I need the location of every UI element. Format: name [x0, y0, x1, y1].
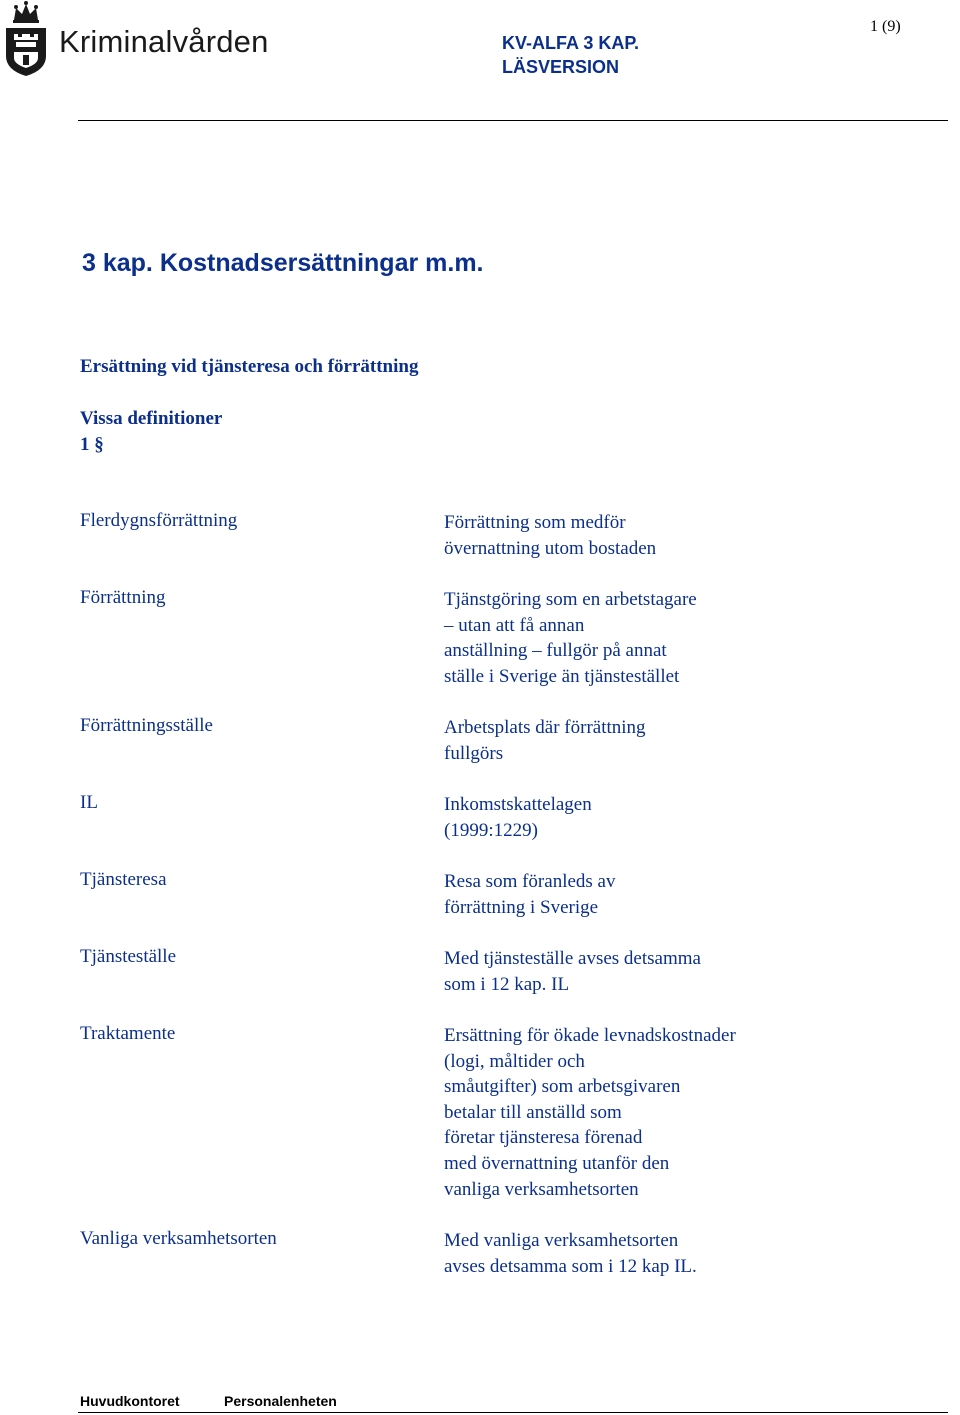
definition-term: Flerdygnsförrättning	[80, 510, 238, 531]
definition-text: Ersättning för ökade levnadskostnader (logi, måltider och småutgifter) som arbetsgivaren betalar till anställd som företar tjänsteresa förenad med övernattning utanför den vanliga verksamhetsorten	[444, 1025, 736, 1200]
definition-term: Tjänsteställe	[80, 946, 177, 967]
definition-text: Resa som föranleds av förrättning i Sverige	[444, 871, 616, 918]
sub-heading: Ersättning vid tjänsteresa och förrättning	[80, 356, 419, 377]
section-heading: Vissa definitioner	[80, 408, 223, 429]
document-code-line-2: LÄSVERSION	[502, 57, 620, 77]
definition-term: Förrättningsställe	[80, 715, 213, 736]
definition-text: Tjänstgöring som en arbetstagare – utan att få annan anställning – fullgör på annat ställe i Sverige än tjänstestället	[444, 589, 697, 687]
definition-text: Med tjänsteställe avses detsamma som i 12 kap. IL	[444, 948, 701, 995]
definition-text: Förrättning som medför övernattning utom bostaden	[444, 512, 657, 559]
brand-name: Kriminalvården	[59, 24, 269, 59]
chapter-title: 3 kap. Kostnadsersättningar m.m.	[82, 249, 484, 277]
definition-text: Med vanliga verksamhetsorten avses detsamma som i 12 kap IL.	[444, 1230, 697, 1277]
kriminalvarden-crown-logo-icon	[2, 0, 62, 78]
definition-term: Tjänsteresa	[80, 869, 167, 890]
document-code	[502, 31, 639, 79]
definition-text: Inkomstskattelagen (1999:1229)	[444, 794, 592, 841]
definition-term: Vanliga verksamhetsorten	[80, 1228, 277, 1249]
footer-office: Huvudkontoret	[80, 1393, 180, 1409]
definition-term: IL	[80, 792, 98, 813]
definition-term: Förrättning	[80, 587, 166, 608]
definition-text: Arbetsplats där förrättning fullgörs	[444, 717, 646, 764]
definition-term: Traktamente	[80, 1023, 176, 1044]
page-number: 1 (9)	[870, 18, 901, 35]
header-divider	[78, 120, 948, 121]
document-code-line-1: KV-ALFA 3 KAP.	[502, 33, 640, 53]
footer-divider	[78, 1412, 948, 1413]
paragraph-number: 1 §	[80, 434, 104, 455]
footer-department: Personalenheten	[224, 1393, 337, 1409]
